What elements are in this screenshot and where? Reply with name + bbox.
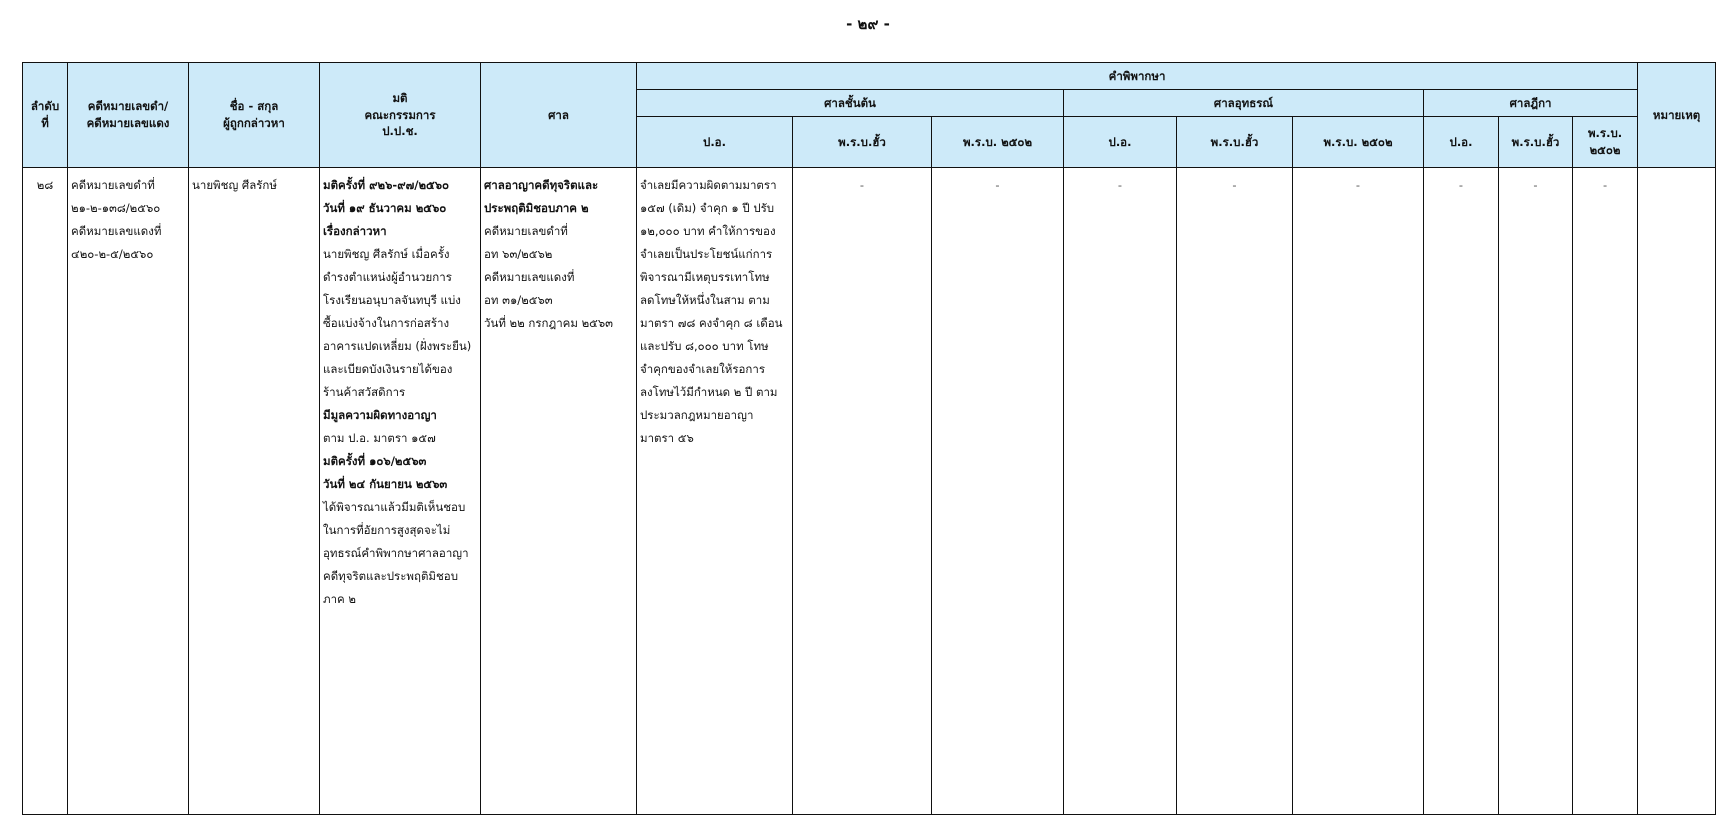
court-case-details: คดีหมายเลขดำที่ อท ๖๓/๒๕๖๒ คดีหมายเลขแดงที่ อท ๓๑/๒๕๖๓ วันที่ ๒๒ กรกฎาคม ๒๕๖๓ (484, 224, 614, 330)
cell-sc-bid-act: - (1499, 168, 1573, 815)
criminal-section: ตาม ป.อ. มาตรา ๑๕๗ (323, 431, 436, 445)
allegation-heading: เรื่องกล่าวหา (323, 224, 387, 238)
cell-sc-criminal-code: - (1424, 168, 1499, 815)
cell-accused-name: นายพิชญ ศีลรักษ์ (189, 168, 320, 815)
criminal-finding: มีมูลความผิดทางอาญา (323, 408, 437, 422)
header-judgment: คำพิพากษา (637, 63, 1638, 90)
cell-ap-act-2502: - (1293, 168, 1424, 815)
cell-fi-criminal-code-verdict: จำเลยมีความผิดตามมาตรา ๑๕๗ (เดิม) จำคุก ๑ ปี ปรับ ๑๒,๐๐๐ บาท คำให้การของ จำเลยเป็นประโยชน์แก่การ พิจารณามีเหตุบรรเทาโทษ ลดโทษให้หนึ่งในสาม ตาม มาตรา ๗๘ คงจำคุก ๘ เดือน และปรับ ๘,๐๐๐ บาท โทษ จำคุกของจำเลยให้รอการ ลงโทษไว้มีกำหนด ๒ ปี ตาม ประมวลกฎหมายอาญา มาตรา ๕๖ (637, 168, 793, 815)
header-nacc-resolution: มติ คณะกรรมการ ป.ป.ช. (320, 63, 481, 168)
header-fi-act-2502: พ.ร.บ. ๒๕๐๒ (932, 117, 1064, 168)
header-accused-name: ชื่อ - สกุล ผู้ถูกกล่าวหา (189, 63, 320, 168)
header-ap-criminal-code: ป.อ. (1064, 117, 1177, 168)
header-sc-bid-act: พ.ร.บ.ฮั้ว (1499, 117, 1573, 168)
cell-remark (1638, 168, 1716, 815)
header-remark: หมายเหตุ (1638, 63, 1716, 168)
header-fi-bid-act: พ.ร.บ.ฮั้ว (793, 117, 932, 168)
page-number: - ๒๙ - (846, 15, 890, 33)
header-sc-act-2502: พ.ร.บ. ๒๕๐๒ (1573, 117, 1638, 168)
header-ap-bid-act: พ.ร.บ.ฮั้ว (1177, 117, 1293, 168)
resolution-number-2: มติครั้งที่ ๑๐๖/๒๕๖๓ (323, 454, 427, 468)
resolution-date-2: วันที่ ๒๔ กันยายน ๒๕๖๓ (323, 477, 448, 491)
cell-seq: ๒๘ (23, 168, 68, 815)
header-court: ศาล (481, 63, 637, 168)
header-fi-criminal-code: ป.อ. (637, 117, 793, 168)
cell-ap-criminal-code: - (1064, 168, 1177, 815)
resolution-date-1: วันที่ ๑๙ ธันวาคม ๒๕๖๐ (323, 201, 447, 215)
header-seq: ลำดับ ที่ (23, 63, 68, 168)
judgment-table (22, 62, 1716, 815)
header-ap-act-2502: พ.ร.บ. ๒๕๐๒ (1293, 117, 1424, 168)
cell-court (481, 168, 637, 815)
cell-nacc-resolution (320, 168, 481, 815)
allegation-text: นายพิชญ ศีลรักษ์ เมื่อครั้ง ดำรงตำแหน่งผู้อำนวยการ โรงเรียนอนุบาลจันทบุรี แบ่ง ซื้อแบ่งจ้างในการก่อสร้าง อาคารแปดเหลี่ยม (ฝั่งพระยืน) และเบียดบังเงินรายได้ของ ร้านค้าสวัสดิการ (323, 247, 472, 399)
table-row (23, 168, 1716, 815)
header-case-number: คดีหมายเลขดำ/ คดีหมายเลขแดง (68, 63, 189, 168)
cell-ap-bid-act: - (1177, 168, 1293, 815)
header-first-instance-court: ศาลชั้นต้น (637, 90, 1064, 117)
resolution-number-1: มติครั้งที่ ๙๒๖-๙๗/๒๕๖๐ (323, 178, 450, 192)
cell-sc-act-2502: - (1573, 168, 1638, 815)
cell-case-number: คดีหมายเลขดำที่ ๒๑-๒-๑๓๘/๒๕๖๐ คดีหมายเลขแดงที่ ๔๒๐-๒-๕/๒๕๖๐ (68, 168, 189, 815)
header-appeal-court: ศาลอุทธรณ์ (1064, 90, 1424, 117)
cell-fi-bid-act: - (793, 168, 932, 815)
header-supreme-court: ศาลฎีกา (1424, 90, 1638, 117)
resolution-decision-text: ได้พิจารณาแล้วมีมติเห็นชอบ ในการที่อัยการสูงสุดจะไม่ อุทธรณ์คำพิพากษาศาลอาญา คดีทุจริตและประพฤติมิชอบ ภาค ๒ (323, 500, 469, 606)
court-name: ศาลอาญาคดีทุจริตและ ประพฤติมิชอบภาค ๒ (484, 178, 599, 215)
header-sc-criminal-code: ป.อ. (1424, 117, 1499, 168)
cell-fi-act-2502: - (932, 168, 1064, 815)
